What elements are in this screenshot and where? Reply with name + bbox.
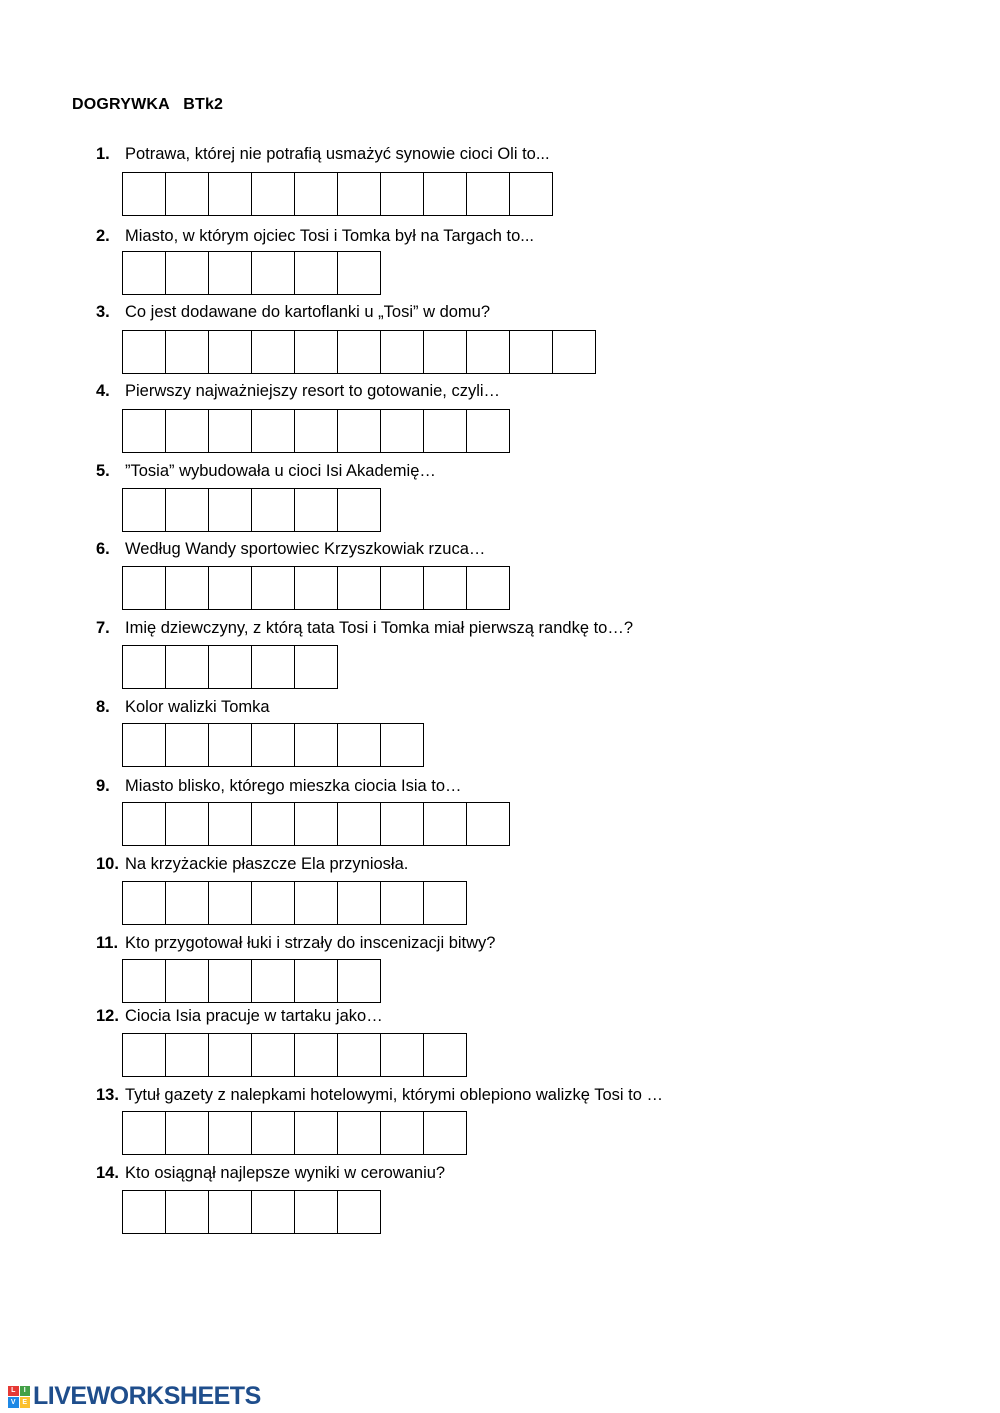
answer-letter-box[interactable] — [123, 646, 166, 688]
question-text: Imię dziewczyny, z którą tata Tosi i Tomka miał pierwszą randkę to…? — [125, 619, 634, 637]
answer-letter-box[interactable] — [209, 331, 252, 373]
answer-letter-box[interactable] — [467, 803, 510, 845]
question-13 — [96, 1085, 663, 1105]
answer-letter-box[interactable] — [166, 252, 209, 294]
answer-letter-box[interactable] — [338, 489, 381, 531]
answer-grid-11 — [122, 959, 381, 1003]
answer-letter-box[interactable] — [381, 882, 424, 924]
answer-letter-box[interactable] — [424, 803, 467, 845]
answer-grid-2 — [122, 251, 381, 295]
answer-letter-box[interactable] — [295, 646, 338, 688]
question-text: Na krzyżackie płaszcze Ela przyniosła. — [125, 855, 409, 873]
liveworksheets-logo-icon: L I V E — [8, 1386, 30, 1408]
answer-letter-box[interactable] — [166, 960, 209, 1002]
answer-letter-box[interactable] — [295, 1191, 338, 1233]
question-7 — [96, 618, 633, 638]
question-2 — [96, 226, 534, 246]
answer-letter-box[interactable] — [123, 1034, 166, 1076]
question-11 — [96, 933, 496, 953]
answer-grid-5 — [122, 488, 381, 532]
question-text: Kto przygotował łuki i strzały do inscenizacji bitwy? — [125, 934, 496, 952]
question-text: Co jest dodawane do kartoflanki u „Tosi” w domu? — [125, 303, 491, 321]
answer-letter-box[interactable] — [209, 567, 252, 609]
answer-letter-box[interactable] — [209, 803, 252, 845]
question-9 — [96, 776, 462, 796]
answer-letter-box[interactable] — [166, 724, 209, 766]
answer-letter-box[interactable] — [381, 724, 424, 766]
answer-letter-box[interactable] — [166, 803, 209, 845]
answer-letter-box[interactable] — [123, 173, 166, 215]
answer-letter-box[interactable] — [123, 960, 166, 1002]
question-number: 11. — [96, 934, 119, 952]
question-text: Kto osiągnął najlepsze wyniki w cerowaniu? — [125, 1164, 446, 1182]
question-number: 2. — [96, 227, 110, 245]
answer-letter-box[interactable] — [252, 803, 295, 845]
answer-letter-box[interactable] — [252, 724, 295, 766]
brand-name: LIVEWORKSHEETS — [33, 1382, 261, 1410]
answer-letter-box[interactable] — [123, 1191, 166, 1233]
answer-letter-box[interactable] — [467, 173, 510, 215]
answer-letter-box[interactable] — [166, 489, 209, 531]
question-number: 3. — [96, 303, 110, 321]
answer-letter-box[interactable] — [338, 410, 381, 452]
answer-letter-box[interactable] — [424, 331, 467, 373]
answer-letter-box[interactable] — [295, 882, 338, 924]
question-number: 6. — [96, 540, 110, 558]
question-number: 8. — [96, 698, 110, 716]
answer-letter-box[interactable] — [252, 173, 295, 215]
question-number: 14. — [96, 1164, 119, 1182]
liveworksheets-brand — [8, 1382, 261, 1411]
answer-letter-box[interactable] — [295, 331, 338, 373]
question-text: Potrawa, której nie potrafią usmażyć synowie cioci Oli to... — [125, 145, 550, 163]
question-number: 1. — [96, 145, 110, 163]
answer-letter-box[interactable] — [252, 1191, 295, 1233]
answer-letter-box[interactable] — [123, 252, 166, 294]
answer-letter-box[interactable] — [424, 410, 467, 452]
question-14 — [96, 1163, 445, 1183]
answer-letter-box[interactable] — [123, 410, 166, 452]
answer-letter-box[interactable] — [123, 882, 166, 924]
answer-letter-box[interactable] — [209, 173, 252, 215]
answer-letter-box[interactable] — [295, 960, 338, 1002]
answer-letter-box[interactable] — [295, 252, 338, 294]
answer-letter-box[interactable] — [209, 724, 252, 766]
answer-letter-box[interactable] — [252, 252, 295, 294]
answer-grid-9 — [122, 802, 510, 846]
answer-letter-box[interactable] — [510, 331, 553, 373]
answer-letter-box[interactable] — [123, 567, 166, 609]
answer-letter-box[interactable] — [295, 803, 338, 845]
answer-letter-box[interactable] — [166, 1191, 209, 1233]
question-text: Według Wandy sportowiec Krzyszkowiak rzuca… — [125, 540, 486, 558]
answer-letter-box[interactable] — [295, 1034, 338, 1076]
answer-letter-box[interactable] — [338, 331, 381, 373]
answer-letter-box[interactable] — [467, 331, 510, 373]
answer-grid-14 — [122, 1190, 381, 1234]
answer-letter-box[interactable] — [295, 489, 338, 531]
answer-grid-8 — [122, 723, 424, 767]
answer-letter-box[interactable] — [123, 1112, 166, 1154]
question-12 — [96, 1006, 383, 1026]
answer-letter-box[interactable] — [252, 646, 295, 688]
answer-letter-box[interactable] — [381, 410, 424, 452]
answer-letter-box[interactable] — [295, 410, 338, 452]
answer-letter-box[interactable] — [338, 803, 381, 845]
answer-letter-box[interactable] — [209, 960, 252, 1002]
answer-letter-box[interactable] — [209, 252, 252, 294]
answer-letter-box[interactable] — [338, 882, 381, 924]
answer-letter-box[interactable] — [295, 724, 338, 766]
answer-letter-box[interactable] — [209, 1034, 252, 1076]
answer-letter-box[interactable] — [209, 1191, 252, 1233]
answer-letter-box[interactable] — [252, 331, 295, 373]
question-text: Kolor walizki Tomka — [125, 698, 270, 716]
answer-letter-box[interactable] — [381, 1112, 424, 1154]
answer-letter-box[interactable] — [166, 331, 209, 373]
answer-letter-box[interactable] — [209, 646, 252, 688]
question-3 — [96, 302, 490, 322]
answer-letter-box[interactable] — [295, 1112, 338, 1154]
answer-letter-box[interactable] — [166, 410, 209, 452]
answer-letter-box[interactable] — [381, 331, 424, 373]
question-text: ”Tosia” wybudowała u cioci Isi Akademię… — [125, 462, 436, 480]
answer-letter-box[interactable] — [209, 410, 252, 452]
answer-letter-box[interactable] — [123, 489, 166, 531]
answer-grid-13 — [122, 1111, 467, 1155]
answer-letter-box[interactable] — [381, 1034, 424, 1076]
answer-letter-box[interactable] — [209, 489, 252, 531]
answer-letter-box[interactable] — [295, 173, 338, 215]
question-10 — [96, 854, 408, 874]
question-6 — [96, 539, 485, 559]
question-number: 4. — [96, 382, 110, 400]
answer-letter-box[interactable] — [123, 803, 166, 845]
answer-letter-box[interactable] — [338, 724, 381, 766]
question-5 — [96, 461, 436, 481]
answer-letter-box[interactable] — [166, 173, 209, 215]
answer-letter-box[interactable] — [510, 173, 553, 215]
answer-letter-box[interactable] — [166, 882, 209, 924]
question-text: Miasto, w którym ojciec Tosi i Tomka był na Targach to... — [125, 227, 534, 245]
answer-letter-box[interactable] — [338, 567, 381, 609]
question-text: Pierwszy najważniejszy resort to gotowanie, czyli… — [125, 382, 501, 400]
answer-letter-box[interactable] — [338, 1191, 381, 1233]
answer-letter-box[interactable] — [166, 646, 209, 688]
question-number: 12. — [96, 1007, 119, 1025]
question-1 — [96, 144, 550, 164]
question-4 — [96, 381, 500, 401]
answer-letter-box[interactable] — [424, 567, 467, 609]
answer-grid-10 — [122, 881, 467, 925]
answer-letter-box[interactable] — [123, 331, 166, 373]
question-text: Tytuł gazety z nalepkami hotelowymi, którymi oblepiono walizkę Tosi to … — [125, 1086, 664, 1104]
answer-grid-7 — [122, 645, 338, 689]
answer-letter-box[interactable] — [252, 960, 295, 1002]
answer-grid-3 — [122, 330, 596, 374]
answer-letter-box[interactable] — [424, 1112, 467, 1154]
answer-letter-box[interactable] — [381, 173, 424, 215]
answer-grid-6 — [122, 566, 510, 610]
answer-letter-box[interactable] — [166, 567, 209, 609]
answer-letter-box[interactable] — [252, 489, 295, 531]
answer-letter-box[interactable] — [252, 1034, 295, 1076]
answer-letter-box[interactable] — [424, 882, 467, 924]
question-number: 9. — [96, 777, 110, 795]
answer-letter-box[interactable] — [252, 1112, 295, 1154]
worksheet-title: DOGRYWKA BTk2 — [72, 96, 224, 113]
answer-letter-box[interactable] — [252, 410, 295, 452]
answer-letter-box[interactable] — [381, 567, 424, 609]
answer-letter-box[interactable] — [338, 252, 381, 294]
question-number: 13. — [96, 1086, 119, 1104]
answer-letter-box[interactable] — [209, 882, 252, 924]
answer-grid-1 — [122, 172, 553, 216]
answer-letter-box[interactable] — [467, 410, 510, 452]
answer-grid-4 — [122, 409, 510, 453]
answer-letter-box[interactable] — [252, 882, 295, 924]
answer-letter-box[interactable] — [295, 567, 338, 609]
question-number: 5. — [96, 462, 110, 480]
answer-letter-box[interactable] — [467, 567, 510, 609]
answer-letter-box[interactable] — [338, 1112, 381, 1154]
question-number: 10. — [96, 855, 119, 873]
answer-letter-box[interactable] — [381, 803, 424, 845]
answer-letter-box[interactable] — [252, 567, 295, 609]
answer-letter-box[interactable] — [424, 173, 467, 215]
question-number: 7. — [96, 619, 110, 637]
question-text: Ciocia Isia pracuje w tartaku jako… — [125, 1007, 383, 1025]
question-8 — [96, 697, 270, 717]
answer-letter-box[interactable] — [166, 1112, 209, 1154]
answer-letter-box[interactable] — [338, 960, 381, 1002]
answer-grid-12 — [122, 1033, 467, 1077]
answer-letter-box[interactable] — [338, 1034, 381, 1076]
answer-letter-box[interactable] — [338, 173, 381, 215]
answer-letter-box[interactable] — [209, 1112, 252, 1154]
answer-letter-box[interactable] — [424, 1034, 467, 1076]
answer-letter-box[interactable] — [166, 1034, 209, 1076]
answer-letter-box[interactable] — [123, 724, 166, 766]
answer-letter-box[interactable] — [553, 331, 596, 373]
question-text: Miasto blisko, którego mieszka ciocia Isia to… — [125, 777, 462, 795]
